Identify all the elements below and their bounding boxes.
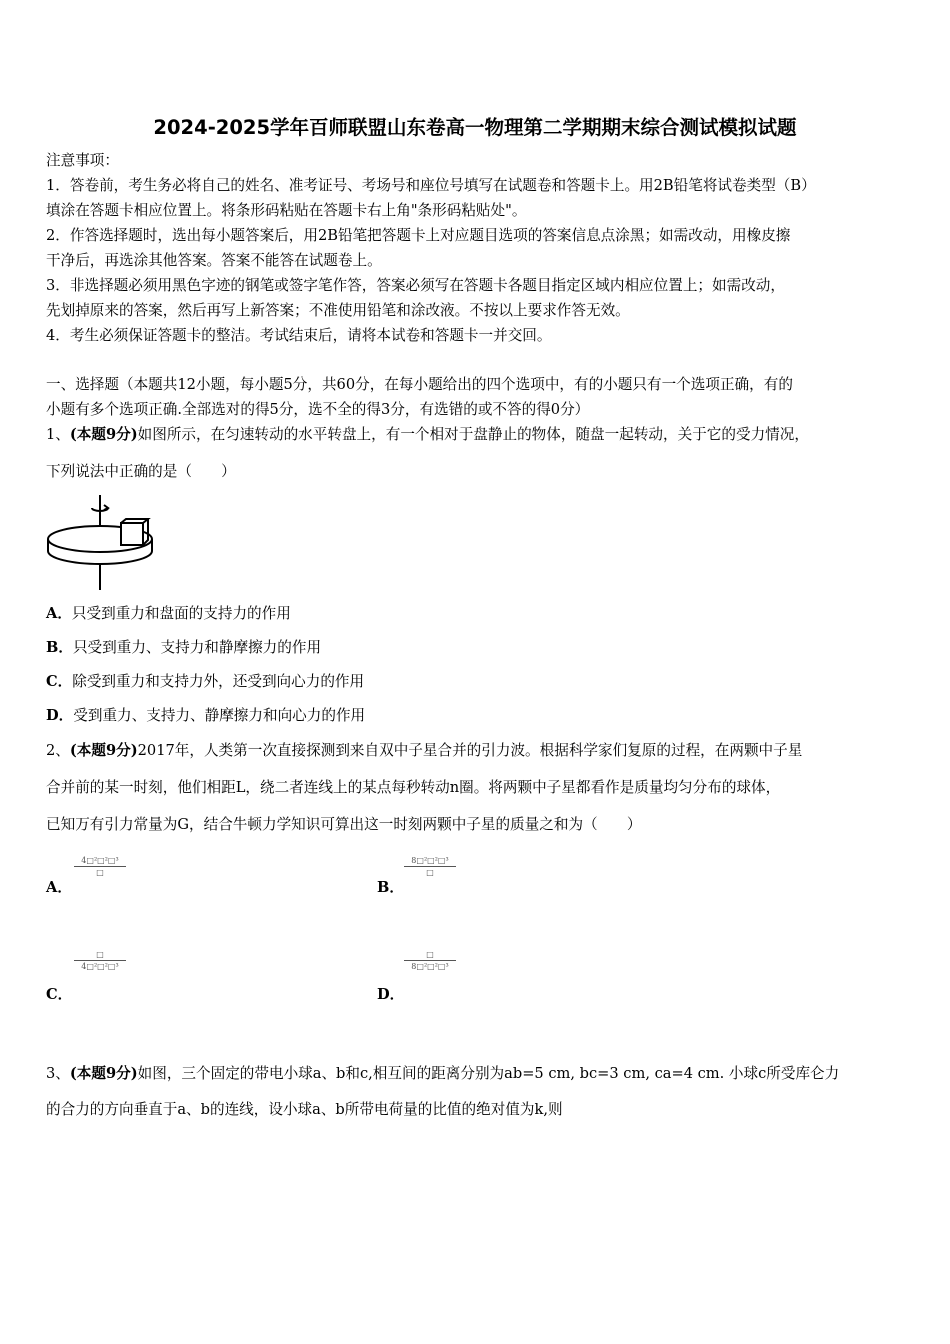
notice-heading: 注意事项： <box>46 152 119 169</box>
numerator: □ <box>426 950 434 959</box>
block-object <box>121 523 143 545</box>
denominator: □ <box>426 868 434 877</box>
notice-line: 3．非选择题必须用黑色字迹的钢笔或签字笔作答，答案必须写在答题卡各题目指定区域内相应位置上；如需改动， <box>46 277 785 294</box>
q2-option-b-fraction <box>404 856 456 877</box>
question-3-stem <box>46 1065 839 1083</box>
notice-line: 2．作答选择题时，选出每小题答案后，用2B铅笔把答题卡上对应题目选项的答案信息点涂黑；如需改动，用橡皮擦 <box>46 227 791 244</box>
q1-option-a <box>46 605 291 623</box>
question-number: 1、 <box>46 426 70 443</box>
option-text: 只受到重力、支持力和静摩擦力的作用 <box>72 639 322 656</box>
option-text: 只受到重力和盘面的支持力的作用 <box>71 605 291 622</box>
option-letter: A． <box>46 605 72 622</box>
rotation-arrowhead-icon <box>104 505 108 510</box>
question-1-stem <box>46 426 809 444</box>
q2-option-c-letter: C． <box>46 986 73 1003</box>
notice-line: 干净后，再选涂其他答案。答案不能答在试题卷上。 <box>46 252 382 269</box>
q1-option-c <box>46 673 364 691</box>
option-letter: C． <box>46 673 73 690</box>
option-text: 受到重力、支持力、静摩擦力和向心力的作用 <box>73 707 366 724</box>
q2-option-d-letter: D． <box>377 986 405 1003</box>
notice-line: 1．答卷前，考生务必将自己的姓名、准考证号、考场号和座位号填写在试题卷和答题卡上。用2B铅笔将试卷类型（B） <box>46 177 816 194</box>
section-heading: 一、选择题（本题共12小题，每小题5分，共60分，在每小题给出的四个选项中，有的小题只有一个选项正确，有的 <box>46 376 793 393</box>
question-text: 如图，三个固定的带电小球a、b和c,相互间的距离分别为ab=5 cm, bc=3 cm, ca=4 cm. 小球c所受库仑力 <box>137 1065 840 1082</box>
question-points: (本题9分) <box>69 426 138 443</box>
denominator: □ <box>96 868 104 877</box>
numerator: □ <box>96 950 104 959</box>
q2-option-a-letter: A． <box>46 879 72 896</box>
question-text: 如图所示，在匀速转动的水平转盘上，有一个相对于盘静止的物体，随盘一起转动，关于它的受力情况， <box>137 426 809 443</box>
q2-option-a-fraction <box>74 856 126 877</box>
notice-line: 填涂在答题卡相应位置上。将条形码粘贴在答题卡右上角"条形码粘贴处"。 <box>46 202 527 219</box>
notice-line: 先划掉原来的答案，然后再写上新答案；不准使用铅笔和涂改液。不按以上要求作答无效。 <box>46 302 630 319</box>
question-2-stem-cont: 已知万有引力常量为G，结合牛顿力学知识可算出这一时刻两颗中子星的质量之和为（ ） <box>46 816 642 833</box>
question-3-stem-cont: 的合力的方向垂直于a、b的连线，设小球a、b所带电荷量的比值的绝对值为k,则 <box>46 1101 563 1118</box>
option-letter: D． <box>46 707 74 724</box>
q2-option-c-fraction <box>74 950 126 971</box>
q2-option-b-letter: B． <box>377 879 404 896</box>
section-heading-cont: 小题有多个选项正确.全部选对的得5分，选不全的得3分，有选错的或不答的得0分） <box>46 401 590 418</box>
turntable-figure <box>44 495 160 590</box>
question-points: (本题9分) <box>69 742 138 759</box>
numerator: 4□²□²□³ <box>81 856 119 865</box>
option-letter: B． <box>46 639 73 656</box>
question-1-stem-cont: 下列说法中正确的是（ ） <box>46 463 236 480</box>
denominator: 4□²□²□³ <box>81 962 119 971</box>
option-text: 除受到重力和支持力外，还受到向心力的作用 <box>72 673 365 690</box>
q1-option-d <box>46 707 365 725</box>
denominator: 8□²□²□³ <box>411 962 449 971</box>
question-2-stem <box>46 742 802 760</box>
question-number: 3、 <box>46 1065 70 1082</box>
question-text: 2017年，人类第一次直接探测到来自双中子星合并的引力波。根据科学家们复原的过程，在两颗中子星 <box>137 742 803 759</box>
question-points: (本题9分) <box>69 1065 138 1082</box>
notice-line: 4．考生必须保证答题卡的整洁。考试结束后，请将本试卷和答题卡一并交回。 <box>46 327 552 344</box>
numerator: 8□²□²□³ <box>411 856 449 865</box>
q1-option-b <box>46 639 321 657</box>
q2-option-d-fraction <box>404 950 456 971</box>
question-2-stem-cont: 合并前的某一时刻，他们相距L，绕二者连线上的某点每秒转动n圈。将两颗中子星都看作是质量均匀分布的球体， <box>46 779 781 796</box>
page-title: 2024-2025学年百师联盟山东卷高一物理第二学期期末综合测试模拟试题 <box>153 116 797 139</box>
question-number: 2、 <box>46 742 70 759</box>
